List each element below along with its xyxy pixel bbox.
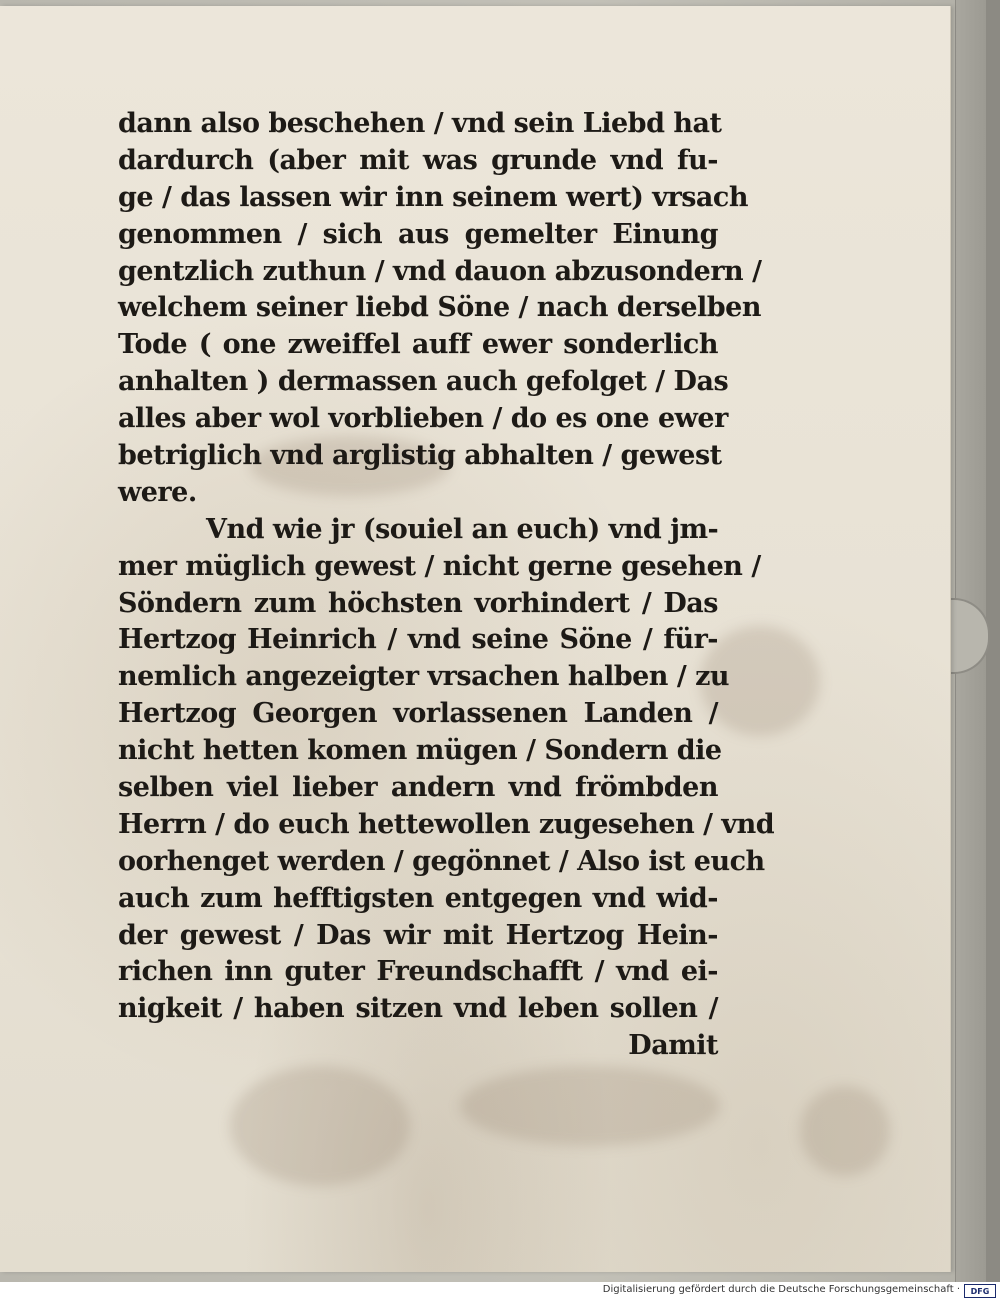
text-line: Hertzog Georgen vorlassenen Landen / xyxy=(118,698,718,730)
paper-stain xyxy=(800,1086,890,1176)
text-line: mer müglich gewest / nicht gerne gesehen / xyxy=(118,550,761,582)
text-line: dardurch (aber mit was grunde vnd fu- xyxy=(118,144,718,176)
text-line: Herrn / do euch hettewollen zugesehen / vnd xyxy=(118,808,775,840)
document-page xyxy=(0,6,950,1272)
text-line: dann also beschehen / vnd sein Liebd hat xyxy=(118,108,722,139)
text-line: der gewest / Das wir mit Hertzog Hein- xyxy=(118,919,718,951)
text-line: oorhenget werden / gegönnet / Also ist euch xyxy=(118,845,765,877)
dfg-logo: DFG xyxy=(964,1284,996,1298)
text-line: selben viel lieber andern vnd frömbden xyxy=(118,772,718,804)
text-line: Söndern zum höchsten vorhindert / Das xyxy=(118,587,718,619)
text-line: nigkeit / haben sitzen vnd leben sollen / xyxy=(118,993,718,1025)
text-line: richen inn guter Freundschafft / vnd ei- xyxy=(118,956,718,988)
catchword: Damit xyxy=(628,1030,718,1062)
text-line: nemlich angezeigter vrsachen halben / zu xyxy=(118,661,730,693)
text-line: anhalten ) dermassen auch gefolget / Das xyxy=(118,366,729,398)
text-line: gentzlich zuthun / vnd dauon abzusondern / xyxy=(118,255,762,287)
text-line: Hertzog Heinrich / vnd seine Söne / für- xyxy=(118,624,718,656)
paper-stain xyxy=(460,1066,720,1146)
paragraph-start-line: Vnd wie jr (souiel an euch) vnd jm- xyxy=(206,513,719,545)
text-line: were. xyxy=(118,476,197,508)
text-line: betriglich vnd arglistig abhalten / gewest xyxy=(118,440,722,472)
paper-stain xyxy=(230,1066,410,1186)
text-line: welchem seiner liebd Söne / nach derselben xyxy=(118,292,761,324)
text-line: alles aber wol vorblieben / do es one ewer xyxy=(118,403,728,435)
text-line: genommen / sich aus gemelter Einung xyxy=(118,218,718,250)
funding-credit: Digitalisierung gefördert durch die Deutsche Forschungsgemeinschaft · xyxy=(602,1284,960,1295)
text-line: ge / das lassen wir inn seinem wert) vrsach xyxy=(118,181,748,213)
text-line: auch zum hefftigsten entgegen vnd wid- xyxy=(118,882,718,914)
text-line: nicht hetten komen mügen / Sondern die xyxy=(118,735,722,767)
text-line: Tode ( one zweiffel auff ewer sonderlich xyxy=(118,329,718,361)
footer-bar xyxy=(0,1282,1000,1300)
body-text xyxy=(118,106,775,1065)
